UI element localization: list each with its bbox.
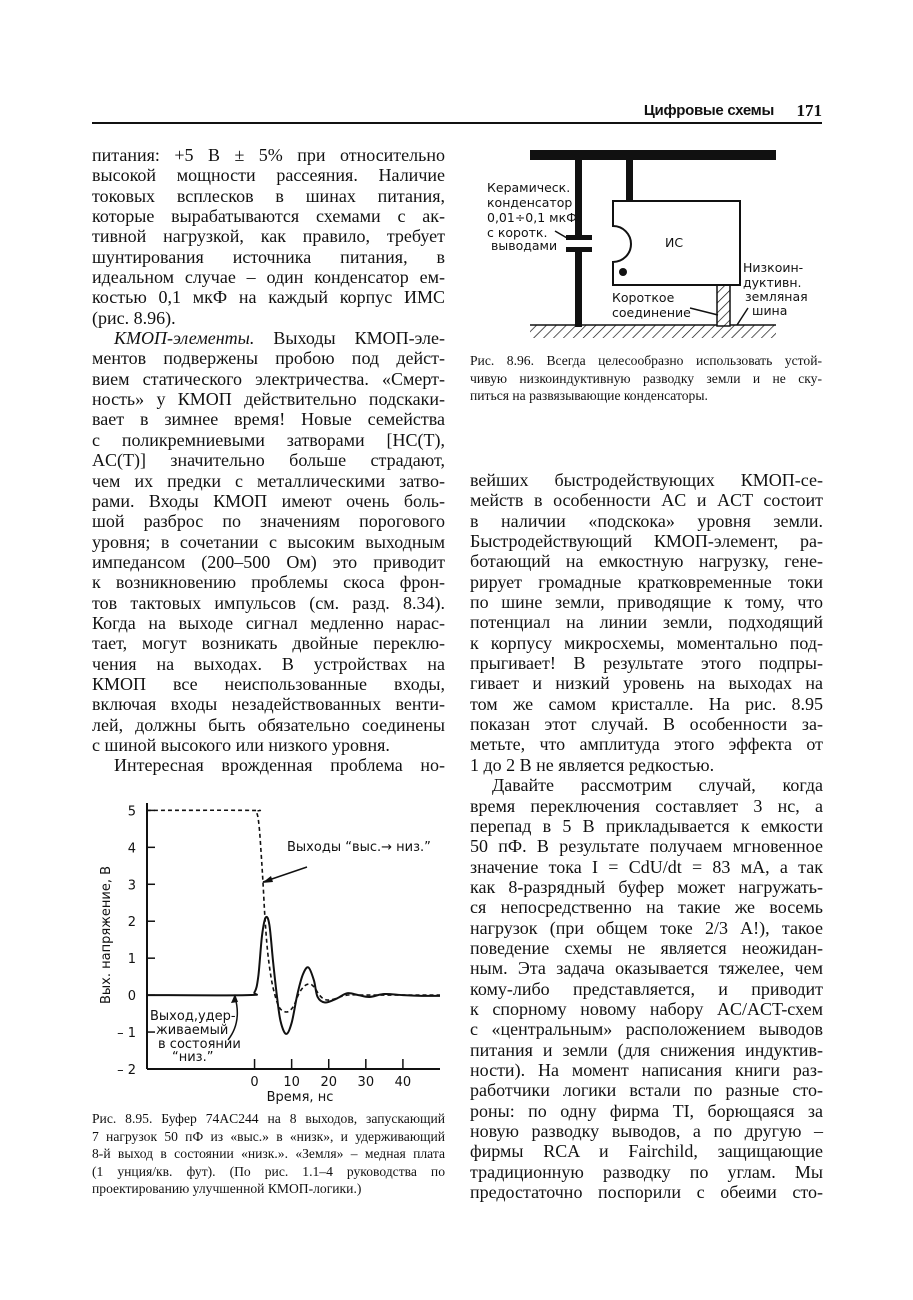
y-tick-label: – 1 [117, 1026, 136, 1042]
text-line: гивает и низкий уровень на выходах на [470, 673, 823, 694]
svg-text:с коротк.: с коротк. [487, 225, 548, 240]
text-line: перепад в 5 В прикладывается к емкости [470, 815, 823, 836]
text-line: время переключения составляет 3 нс, а [470, 795, 823, 816]
text-line: импедансом (200–500 Ом) это приводит [92, 551, 445, 572]
text-line: шой разброс по значениям порогового [92, 511, 445, 532]
caption-line: (1 унция/кв. фут). (По рис. 1.1–4 руководства по [92, 1163, 445, 1179]
text-line: к корпусу микросхемы, моментально под- [470, 632, 823, 653]
text-line: AC(T)] значительно больше страдают, [92, 450, 445, 471]
page-number: 171 [796, 101, 822, 120]
text-line: тивной нагрузкой, как правило, требует [92, 226, 445, 247]
svg-text:шина: шина [752, 303, 788, 318]
caption-line: Рис. 8.95. Буфер 74AC244 на 8 выходов, запускающий [92, 1111, 445, 1126]
italic-run-in-heading: КМОП-элементы. [114, 328, 255, 349]
text-line: идеальном случае – один конденсатор ем- [92, 267, 445, 288]
svg-text:Керамическ.: Керамическ. [487, 180, 571, 195]
svg-text:Выход,удер-: Выход,удер- [150, 1009, 236, 1024]
text-line: нагрузок (при общем токе 2/3 А!), такое [470, 917, 823, 938]
text-line: ся непосредственно на такие же восемь [470, 897, 823, 918]
svg-text:Короткое: Короткое [612, 290, 675, 305]
text-line: которые вырабатываются схемами с ак- [92, 206, 445, 227]
svg-text:соединение: соединение [612, 305, 691, 320]
y-tick-label: 3 [127, 878, 136, 894]
text-line: ность» у КМОП действительно подскаки- [92, 389, 445, 410]
text-line: рами. Входы КМОП имеют очень боль- [92, 490, 445, 511]
text-line: с «центральным» расположением выводов [470, 1019, 823, 1040]
svg-text:живаемый: живаемый [156, 1023, 229, 1038]
svg-text:Низкоин-: Низкоин- [743, 260, 804, 275]
text-line: вает в зимнее время! Новые семейства [92, 409, 445, 430]
svg-text:конденсатор: конденсатор [487, 195, 573, 210]
text-line: в наличии «подскока» уровня земли. [470, 510, 823, 531]
y-tick-label: 1 [127, 952, 136, 968]
caption-line: проектированию улучшенной КМОП-логики.) [92, 1181, 362, 1196]
text-line: включая входы незадействованных венти- [92, 694, 445, 715]
text-line: фирмы RCA и Fairchild, защищающие [470, 1141, 823, 1162]
y-tick-label: 5 [127, 804, 136, 820]
text-line: токовых всплесков в шинах питания, [92, 185, 445, 206]
text-line: высокой мощности рассеяния. Наличие [92, 165, 445, 186]
svg-text:в состоянии: в состоянии [158, 1037, 241, 1052]
text-line: (рис. 8.96). [92, 307, 176, 328]
text-line: Когда на выходе сигнал медленно нарас- [92, 612, 445, 633]
text-line: к спорному новому набору AC/ACT-схем [470, 998, 823, 1019]
text-line: Давайте рассмотрим случай, когда [492, 775, 823, 796]
x-tick-label: 0 [250, 1075, 259, 1090]
x-tick-label: 40 [394, 1075, 412, 1090]
text-line: ности). На момент написания книги раз- [470, 1059, 823, 1080]
text-line: рирует громадные кратковременные токи [470, 571, 823, 592]
text-line: к возникновению проблемы скоса фрон- [92, 572, 445, 593]
y-axis-label: Вых. напряжение, В [99, 865, 114, 1005]
text-line: потенциал на линии земли, подходящий [470, 612, 823, 633]
svg-text:0,01÷0,1 мкФ: 0,01÷0,1 мкФ [487, 210, 577, 225]
text-line: работчики логики встали по разные сто- [470, 1080, 823, 1101]
text-line: мейств в особенности AC и ACT состоит [470, 490, 823, 511]
annotation-switching-outputs: Выходы “выс.→ низ.” [287, 840, 431, 855]
text-line: метьте, что амплитуда этого эффекта от [470, 734, 823, 755]
svg-text:выводами: выводами [491, 238, 558, 253]
text-line: ботающий на емкостную нагрузку, гене- [470, 551, 823, 572]
text-line: прыгивает! В результате этого подпры- [470, 653, 823, 674]
text-line: шунтирования источника питания, в [92, 246, 445, 267]
figure-8-95-caption [92, 1110, 445, 1198]
text-line: КМОП все неиспользованные входы, [92, 673, 445, 694]
text-line: кому-либо представляется, и приводит [470, 978, 823, 999]
text-line: чем их предки с металлическими затво- [92, 470, 445, 491]
text-line: традиционную разводку по углам. Мы [470, 1161, 823, 1182]
text-line: лей, должны быть обязательно соединены [92, 714, 445, 735]
text-line: тает, могут возникать двойные переклю- [92, 633, 445, 654]
svg-text:“низ.”: “низ.” [172, 1050, 214, 1065]
caption-line: 8-й выход в состоянии «низк.». «Земля» – медная плата [92, 1146, 445, 1161]
arrowhead-icon [262, 876, 273, 883]
x-tick-label: 10 [283, 1075, 300, 1090]
text-line: тов тактовых импульсов (см. разд. 8.34). [92, 592, 445, 613]
text-line: Быстродействующий КМОП-элемент, ра- [470, 531, 823, 552]
y-tick-label: 4 [127, 841, 136, 857]
text-line: новую разводку выводов, а по другую – [470, 1121, 823, 1141]
text-line: костью 0,1 мкФ на каждый корпус ИМС [92, 287, 445, 308]
text-line: предостаточно поспорили с обеими сто- [470, 1182, 823, 1203]
text-line: с поликремниевыми затворами [HC(T), [92, 429, 445, 450]
caption-line: питься на развязывающие конденсаторы. [470, 388, 708, 403]
text-line: ным. Эта задача оказывается тяжелее, чем [470, 958, 823, 979]
section-title: Цифровые схемы [643, 102, 774, 119]
text-line: питания и земли (для снижения индуктив- [470, 1039, 823, 1060]
x-tick-label: 30 [357, 1075, 375, 1090]
text-line: роны: по одну фирма TI, борющаяся за [470, 1100, 823, 1121]
y-tick-label: 2 [127, 915, 136, 931]
y-tick-label: 0 [127, 989, 136, 1005]
svg-text:дуктивн.: дуктивн. [743, 275, 802, 290]
text-line: вием статического электричества. «Смерт- [92, 368, 445, 389]
text-line: питания: +5 В ± 5% при относительно [92, 145, 445, 165]
y-tick-label: – 2 [117, 1063, 136, 1078]
text-line: поведение схемы не является неожидан- [470, 937, 823, 958]
svg-text:земляная: земляная [745, 289, 808, 304]
text-line: уровня; в сочетании с высоким выходным [92, 531, 445, 552]
text-line: 1 до 2 В не является редкостью. [470, 754, 715, 775]
text-line: чения на выходах. В устройствах на [92, 653, 445, 674]
annotation-held-output [150, 1009, 241, 1065]
text-line: вейших быстродействующих КМОП-се- [470, 470, 823, 490]
text-line: Интересная врожденная проблема но- [114, 755, 445, 776]
caption-line: 7 нагрузок 50 пФ из «выс.» в «низк», и удерживающий [92, 1128, 445, 1144]
caption-line: Рис. 8.96. Всегда целесообразно использовать устой- [470, 353, 822, 368]
text-line: значение тока I = CdU/dt = 83 мА, а так [470, 856, 823, 877]
text-line: показан этот случай. В особенности за- [470, 714, 823, 735]
text-line: как 8-разрядный буфер может нагружать- [470, 876, 823, 897]
text-line: 50 пФ. В результате получаем мгновенное [470, 836, 823, 857]
text-line: ментов подвержены пробою под дейст- [92, 348, 445, 369]
text-line: с шиной высокого или низкого уровня. [92, 734, 390, 755]
caption-line: чивую низкоиндуктивную разводку земли и не ску- [470, 370, 822, 386]
text-run: Выходы КМОП-эле- [254, 328, 445, 349]
x-tick-label: 20 [320, 1075, 338, 1090]
x-axis-label: Время, нс [266, 1090, 334, 1105]
text-line: том же самом кристалле. На рис. 8.95 [470, 693, 823, 714]
ic-label: ИС [665, 235, 684, 250]
text-line: по шине земли, приводящие к тому, что [470, 592, 823, 613]
